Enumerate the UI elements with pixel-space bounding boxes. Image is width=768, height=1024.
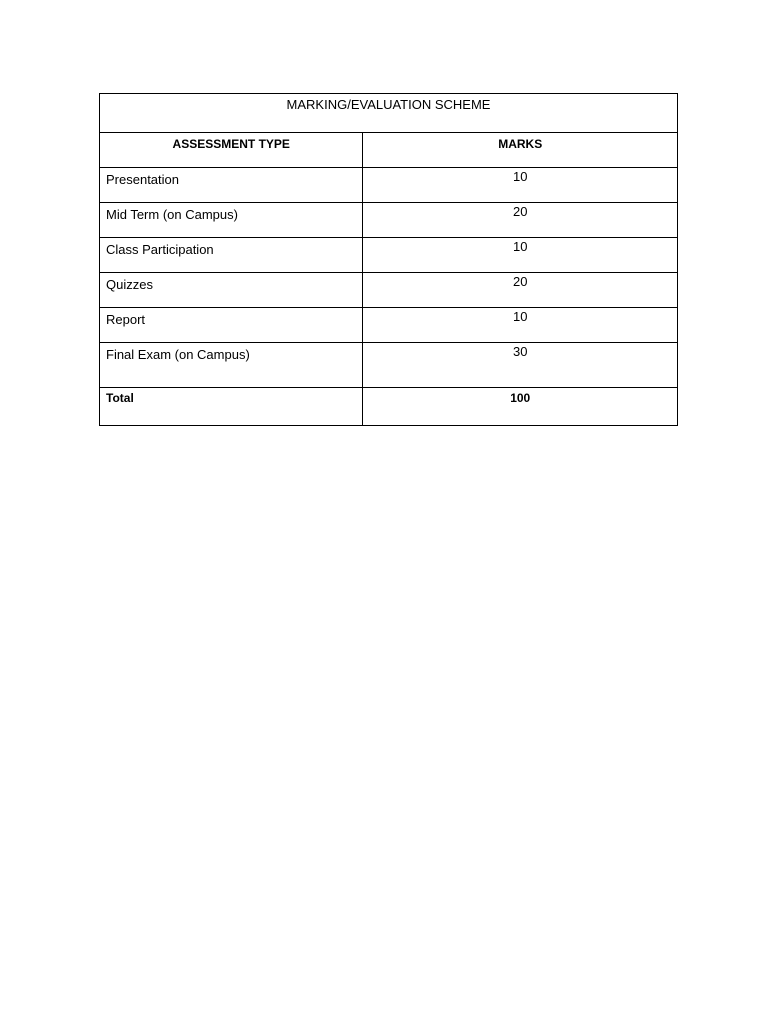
assessment-type-cell: Class Participation [100, 238, 363, 273]
total-marks: 100 [363, 388, 678, 426]
header-row [100, 133, 678, 168]
table-row [100, 238, 678, 273]
assessment-type-cell: Mid Term (on Campus) [100, 203, 363, 238]
header-assessment-type: ASSESSMENT TYPE [100, 133, 363, 168]
marks-cell: 30 [363, 343, 678, 388]
table-row [100, 308, 678, 343]
marks-cell: 20 [363, 203, 678, 238]
assessment-type-cell: Report [100, 308, 363, 343]
assessment-type-cell: Presentation [100, 168, 363, 203]
total-label: Total [100, 388, 363, 426]
marking-scheme-table [99, 93, 678, 426]
assessment-type-cell: Final Exam (on Campus) [100, 343, 363, 388]
marks-cell: 10 [363, 238, 678, 273]
table-row [100, 273, 678, 308]
table-row [100, 343, 678, 388]
table-row [100, 203, 678, 238]
assessment-type-cell: Quizzes [100, 273, 363, 308]
header-marks: MARKS [363, 133, 678, 168]
marks-cell: 10 [363, 308, 678, 343]
total-row [100, 388, 678, 426]
title-row [100, 94, 678, 133]
table-row [100, 168, 678, 203]
marks-cell: 10 [363, 168, 678, 203]
marks-cell: 20 [363, 273, 678, 308]
table-title: MARKING/EVALUATION SCHEME [100, 94, 678, 133]
